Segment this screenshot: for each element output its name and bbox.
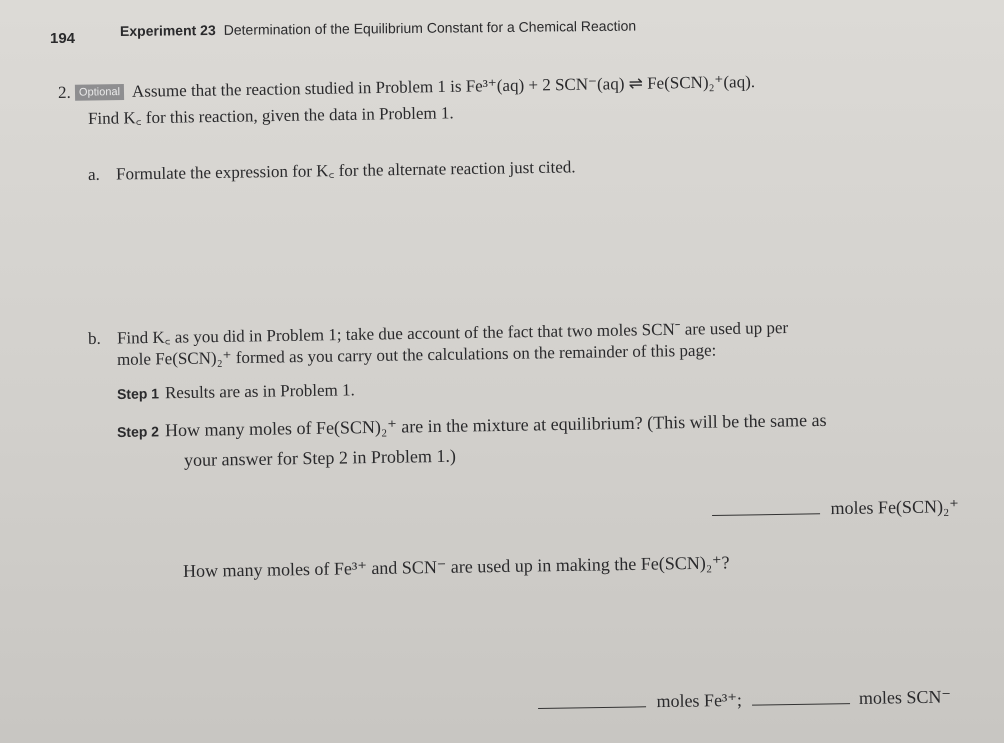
step-1-label: Step 1 [116, 385, 160, 402]
step-2-text-1: How many moles of Fe(SCN)₂⁺ are in the mixture at equilibrium? (This will be the same as [164, 409, 827, 441]
step-1 [117, 380, 355, 404]
optional-badge: Optional [75, 84, 124, 101]
answer-2a-blank[interactable] [538, 706, 646, 709]
problem-2-line-1 [58, 72, 755, 103]
page-number: 194 [50, 30, 76, 47]
step-2-label: Step 2 [116, 423, 160, 440]
step-2-line-1 [117, 410, 827, 442]
answer-1-row [712, 496, 959, 521]
part-a [88, 154, 576, 185]
part-a-label: a. [87, 164, 100, 184]
chapter-title: Determination of the Equilibrium Constant for a Chemical Reaction [223, 17, 637, 38]
answer-2b-unit: moles SCN⁻ [858, 686, 952, 708]
step-1-text: Results are as in Problem 1. [164, 380, 355, 403]
part-a-text: Formulate the expression for K꜀ for the alternate reaction just cited. [115, 157, 576, 184]
problem-2-line-2: Find K꜀ for this reaction, given the data in Problem 1. [87, 103, 454, 128]
problem-2-text-1: Assume that the reaction studied in Problem 1 is Fe³⁺(aq) + 2 SCN⁻(aq) ⇌ Fe(SCN)₂⁺(aq). [131, 72, 756, 101]
answer-1-unit: moles Fe(SCN)₂⁺ [830, 496, 959, 519]
part-b-label: b. [87, 328, 101, 348]
question-2: How many moles of Fe³⁺ and SCN⁻ are used up in making the Fe(SCN)₂⁺? [182, 552, 730, 581]
step-2-line-2: your answer for Step 2 in Problem 1.) [183, 445, 457, 470]
running-head [120, 18, 636, 39]
answer-2b-blank[interactable] [752, 703, 850, 706]
experiment-label: Experiment 23 [119, 21, 216, 39]
answer-2-row [538, 687, 951, 714]
part-b-text-1: Find K꜀ as you did in Problem 1; take due account of the fact that two moles SCN⁻ are used up per [116, 318, 789, 348]
part-b-line-2: mole Fe(SCN)₂⁺ formed as you carry out the calculations on the remainder of this page: [116, 340, 717, 369]
problem-number: 2. [57, 82, 71, 102]
answer-2a-unit: moles Fe³⁺; [656, 689, 743, 712]
answer-1-blank[interactable] [712, 513, 820, 516]
